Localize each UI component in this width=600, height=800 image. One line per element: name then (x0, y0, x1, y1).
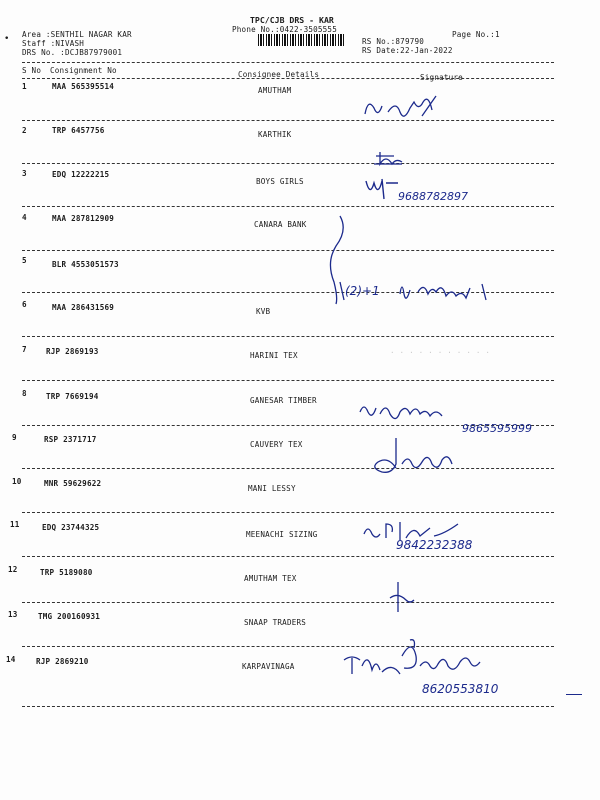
row-divider (22, 556, 554, 557)
col-signature: Signature (420, 73, 463, 82)
row-sno: 9 (12, 433, 17, 442)
row-sno: 10 (12, 477, 22, 486)
row-sno: 1 (22, 82, 27, 91)
handwritten-phone-3: 9688782897 (398, 190, 468, 203)
row-divider (22, 380, 554, 381)
row-consignment-no: EDQ 23744325 (42, 523, 100, 532)
row-consignee: KARPAVINAGA (242, 662, 295, 671)
row-sno: 13 (8, 610, 18, 619)
phone-number: Phone No.:0422-3505555 (232, 25, 337, 34)
row-divider (22, 163, 554, 164)
row-consignment-no: TRP 5189080 (40, 568, 93, 577)
page-number: Page No.:1 (452, 30, 500, 39)
row-sno: 2 (22, 126, 27, 135)
signature-8 (356, 398, 466, 426)
row-consignee: AMUTHAM TEX (244, 574, 297, 583)
row-sno: 3 (22, 169, 27, 178)
handwritten-phone-8: 9865595999 (462, 422, 532, 435)
row-sno: 7 (22, 345, 27, 354)
row-consignee: MANI LESSY (248, 484, 296, 493)
row-consignment-no: TMG 200160931 (38, 612, 101, 621)
row-consignee: SNAAP TRADERS (244, 618, 307, 627)
document-title: TPC/CJB DRS - KAR (250, 15, 334, 25)
rs-number: RS No.:879790 (362, 37, 425, 46)
row-consignment-no: MAA 565395514 (52, 82, 115, 91)
signature-12 (386, 580, 416, 618)
row-consignment-no: RJP 2869193 (46, 347, 99, 356)
signature-9 (356, 434, 466, 486)
row-consignee: MEENACHI SIZING (246, 530, 318, 539)
signature-3 (372, 150, 412, 172)
handwritten-phone-11: 9842232388 (396, 538, 473, 552)
row-consignment-no: TRP 7669194 (46, 392, 99, 401)
signature-3b (362, 175, 402, 205)
handwritten-phone-14: 8620553810 (422, 682, 499, 696)
row-divider (22, 468, 554, 469)
staff-label: Staff :NIVASH (22, 39, 85, 48)
row-consignment-no: MNR 59629622 (44, 479, 102, 488)
bullet-mark: • (4, 34, 10, 44)
row-divider (22, 120, 554, 121)
row-consignment-no: RJP 2869210 (36, 657, 89, 666)
row-consignee: AMUTHAM (258, 86, 292, 95)
header-rule-bottom (22, 78, 554, 79)
row-sno: 11 (10, 520, 20, 529)
row-consignment-no: RSP 2371717 (44, 435, 97, 444)
row-sno: 14 (6, 655, 16, 664)
col-consignee-details: Consignee Details (238, 70, 320, 79)
barcode (258, 34, 344, 46)
row-divider (22, 602, 554, 603)
rs-date: RS Date:22-Jan-2022 (362, 46, 453, 55)
col-sno: S No (22, 66, 42, 75)
row-sno: 5 (22, 256, 27, 265)
row-sno: 6 (22, 300, 27, 309)
faint-bleed-text: · · · · · · · · · · · (390, 348, 491, 357)
row-divider (22, 512, 554, 513)
row-consignee: HARINI TEX (250, 351, 298, 360)
handwritten-note-5: (2)+1 (345, 284, 380, 298)
row-consignee: CANARA BANK (254, 220, 307, 229)
row-consignment-no: MAA 286431569 (52, 303, 115, 312)
row-sno: 4 (22, 213, 27, 222)
row-consignee: BOYS GIRLS (256, 177, 304, 186)
row-consignment-no: TRP 6457756 (52, 126, 105, 135)
row-divider (22, 706, 554, 707)
area-label: Area :SENTHIL NAGAR KAR (22, 30, 132, 39)
row-consignment-no: BLR 4553051573 (52, 260, 119, 269)
row-divider (22, 336, 554, 337)
row-sno: 12 (8, 565, 18, 574)
signature-1 (360, 92, 450, 126)
ink-dash (566, 694, 582, 695)
header-rule-top (22, 62, 554, 63)
row-consignee: GANESAR TIMBER (250, 396, 317, 405)
row-consignee: KARTHIK (258, 130, 292, 139)
row-consignment-no: EDQ 12222215 (52, 170, 110, 179)
row-consignee: KVB (256, 307, 271, 316)
drs-number: DRS No. :DCJB87979001 (22, 48, 123, 57)
row-sno: 8 (22, 389, 27, 398)
signature-5 (396, 276, 496, 310)
row-consignment-no: MAA 287812909 (52, 214, 115, 223)
row-divider (22, 206, 554, 207)
col-consignment: Consignment No (50, 66, 117, 75)
row-consignee: CAUVERY TEX (250, 440, 303, 449)
row-divider (22, 250, 554, 251)
